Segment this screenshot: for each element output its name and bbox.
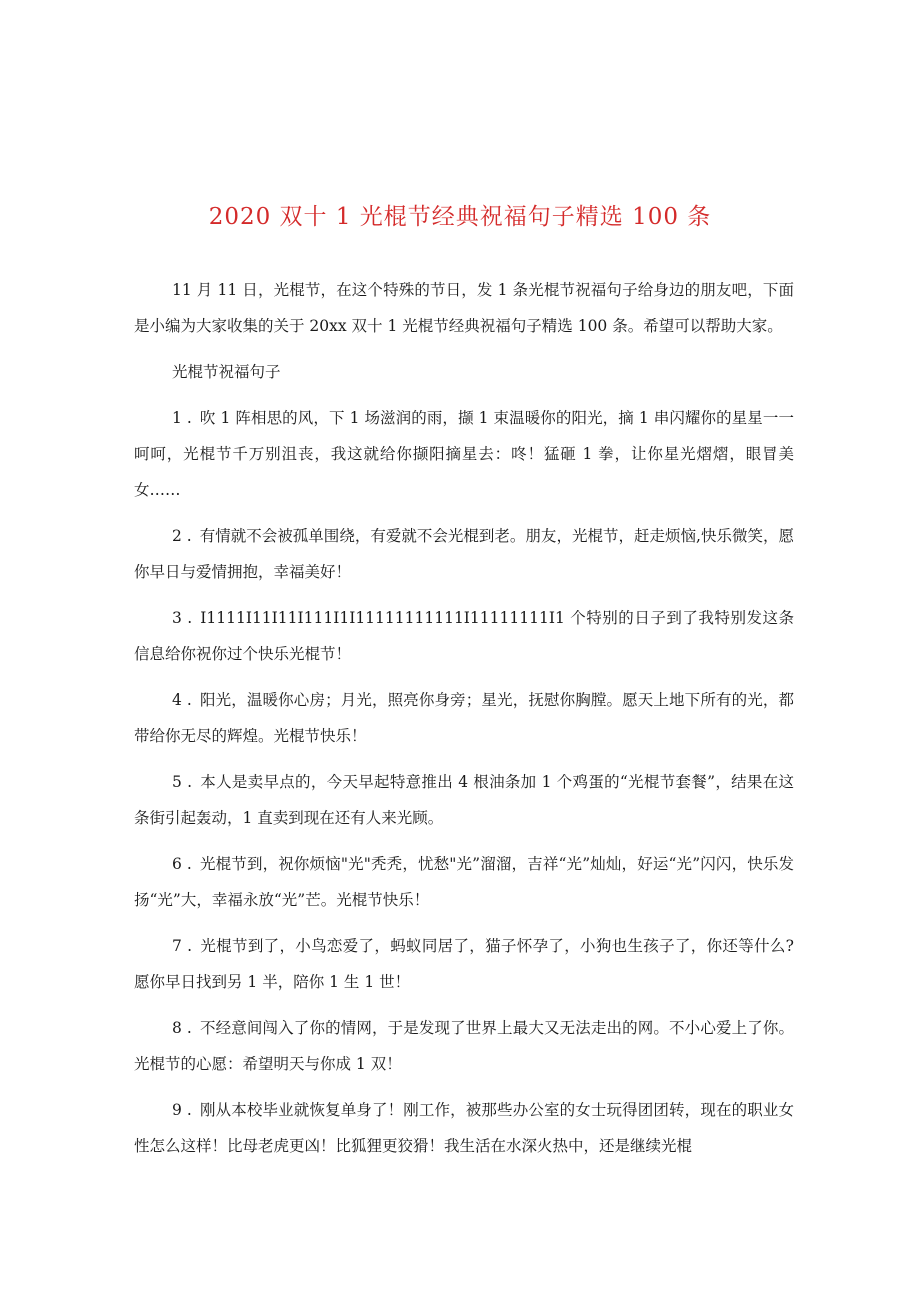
item-text: 刚从本校毕业就恢复单身了！刚工作，被那些办公室的女士玩得团团转，现在的职业女性怎么这样！比母老虎更凶！比狐狸更狡猾！我生活在水深火热中，还是继续光棍 bbox=[134, 1101, 794, 1155]
item-number: 7 . bbox=[172, 937, 193, 955]
item-text: 有情就不会被孤单围绕，有爱就不会光棍到老。朋友，光棍节，赶走烦恼,快乐微笑，愿你早日与爱情拥抱，幸福美好！ bbox=[134, 527, 794, 581]
item-text: I1111I11I11I111I1I11111111111I11111111I1 个特别的日子到了我特别发这条信息给你祝你过个快乐光棍节！ bbox=[134, 609, 795, 663]
item-number: 1 . bbox=[172, 409, 192, 427]
item-number: 6 . bbox=[172, 855, 192, 873]
item-number: 5 . bbox=[172, 773, 193, 791]
item-number: 9 . bbox=[172, 1101, 192, 1119]
item-text: 阳光，温暖你心房；月光，照亮你身旁；星光，抚慰你胸膛。愿天上地下所有的光，都带给你无尽的辉煌。光棍节快乐！ bbox=[134, 691, 794, 745]
item-number: 3 . bbox=[172, 609, 193, 627]
document-title: 2020 双十 1 光棍节经典祝福句子精选 100 条 bbox=[208, 204, 712, 230]
list-item bbox=[134, 1010, 794, 1082]
section-heading: 光棍节祝福句子 bbox=[172, 363, 281, 381]
list-item bbox=[134, 846, 794, 918]
list-item bbox=[134, 400, 794, 508]
item-text: 不经意间闯入了你的情网，于是发现了世界上最大又无法走出的网。不小心爱上了你。光棍节的心愿：希望明天与你成 1 双！ bbox=[134, 1019, 794, 1073]
list-item bbox=[134, 928, 794, 1000]
item-text: 本人是卖早点的，今天早起特意推出 4 根油条加 1 个鸡蛋的“光棍节套餐”，结果在这条街引起轰动，1 直卖到现在还有人来光顾。 bbox=[134, 773, 794, 827]
item-text: 吹 1 阵相思的风，下 1 场滋润的雨，撷 1 束温暖你的阳光，摘 1 串闪耀你的星星一一呵呵，光棍节千万别沮丧，我这就给你撷阳摘星去：咚！猛砸 1 拳，让你星光熠熠，眼冒美女…… bbox=[134, 409, 794, 499]
item-number: 4 . bbox=[172, 691, 192, 709]
document-body bbox=[134, 272, 794, 1174]
list-item bbox=[134, 1092, 794, 1164]
item-text: 光棍节到了，小鸟恋爱了，蚂蚁同居了，猫子怀孕了，小狗也生孩子了，你还等什么?愿你早日找到另 1 半，陪你 1 生 1 世！ bbox=[134, 937, 794, 991]
intro-paragraph: 11 月 11 日，光棍节，在这个特殊的节日，发 1 条光棍节祝福句子给身边的朋友吧，下面是小编为大家收集的关于 20xx 双十 1 光棍节经典祝福句子精选 100 条。希望可以帮助大家。 bbox=[134, 281, 794, 335]
list-item bbox=[134, 518, 794, 590]
item-number: 8 . bbox=[172, 1019, 192, 1037]
list-item bbox=[134, 600, 794, 672]
list-item bbox=[134, 682, 794, 754]
item-text: 光棍节到，祝你烦恼"光"秃秃，忧愁"光”溜溜，吉祥“光”灿灿，好运“光”闪闪，快乐发扬“光”大，幸福永放“光”芒。光棍节快乐！ bbox=[134, 855, 795, 909]
item-number: 2 . bbox=[172, 527, 192, 545]
list-item bbox=[134, 764, 794, 836]
